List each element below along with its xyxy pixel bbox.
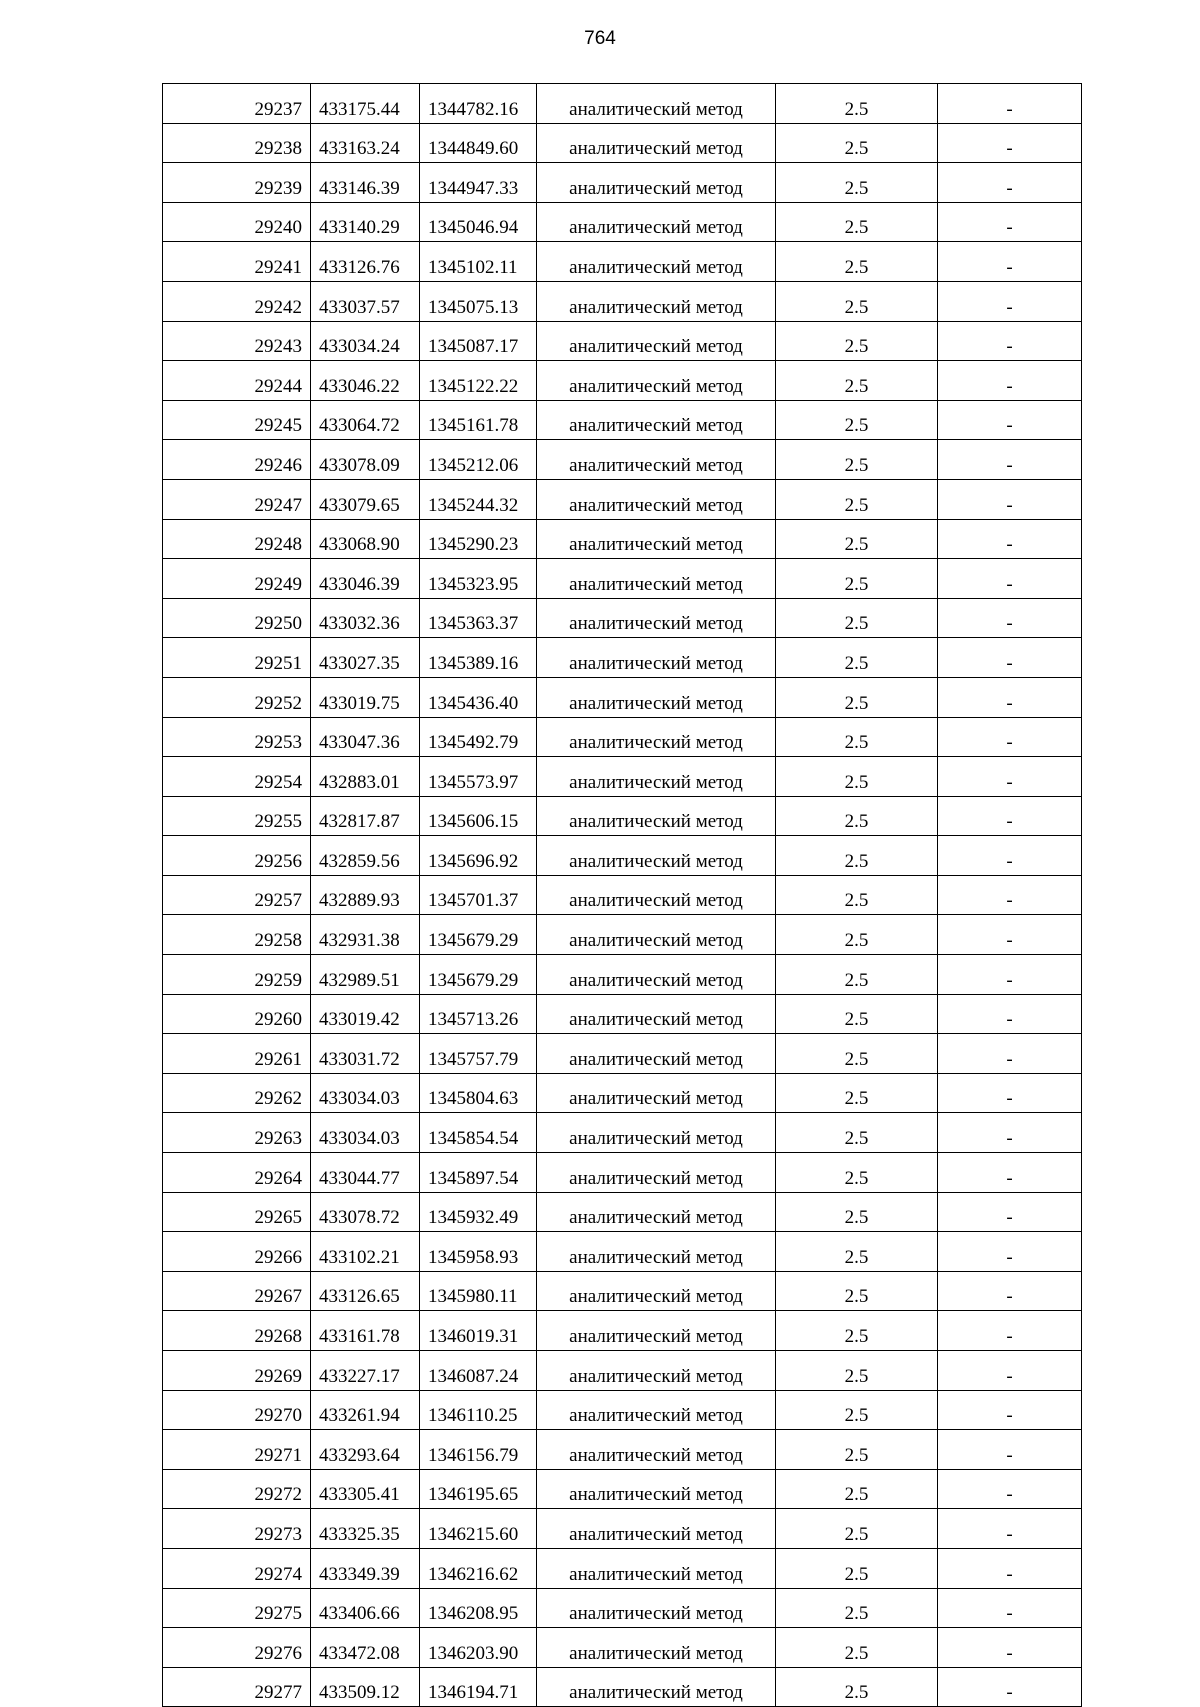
accuracy-cell: 2.5 xyxy=(776,955,938,995)
point-number-cell: 29250 xyxy=(163,598,311,638)
x-coordinate-cell: 433140.29 xyxy=(311,202,420,242)
method-cell: аналитический метод xyxy=(537,796,776,836)
accuracy-cell: 2.5 xyxy=(776,281,938,321)
accuracy-cell: 2.5 xyxy=(776,400,938,440)
point-number-cell: 29267 xyxy=(163,1271,311,1311)
accuracy-cell: 2.5 xyxy=(776,1034,938,1074)
table-row xyxy=(163,361,1082,401)
note-cell: - xyxy=(938,559,1082,599)
method-cell: аналитический метод xyxy=(537,321,776,361)
y-coordinate-cell: 1345075.13 xyxy=(420,281,537,321)
accuracy-cell: 2.5 xyxy=(776,757,938,797)
table-row xyxy=(163,1548,1082,1588)
table-row xyxy=(163,123,1082,163)
y-coordinate-cell: 1346019.31 xyxy=(420,1311,537,1351)
table-row xyxy=(163,1469,1082,1509)
y-coordinate-cell: 1345679.29 xyxy=(420,955,537,995)
y-coordinate-cell: 1345713.26 xyxy=(420,994,537,1034)
note-cell: - xyxy=(938,1588,1082,1628)
note-cell: - xyxy=(938,1548,1082,1588)
table-row xyxy=(163,1073,1082,1113)
accuracy-cell: 2.5 xyxy=(776,915,938,955)
x-coordinate-cell: 433064.72 xyxy=(311,400,420,440)
note-cell: - xyxy=(938,717,1082,757)
accuracy-cell: 2.5 xyxy=(776,717,938,757)
method-cell: аналитический метод xyxy=(537,1390,776,1430)
note-cell: - xyxy=(938,1153,1082,1193)
note-cell: - xyxy=(938,915,1082,955)
note-cell: - xyxy=(938,1667,1082,1707)
note-cell: - xyxy=(938,1628,1082,1668)
point-number-cell: 29271 xyxy=(163,1430,311,1470)
x-coordinate-cell: 433037.57 xyxy=(311,281,420,321)
method-cell: аналитический метод xyxy=(537,123,776,163)
point-number-cell: 29240 xyxy=(163,202,311,242)
method-cell: аналитический метод xyxy=(537,1430,776,1470)
x-coordinate-cell: 433509.12 xyxy=(311,1667,420,1707)
point-number-cell: 29260 xyxy=(163,994,311,1034)
accuracy-cell: 2.5 xyxy=(776,361,938,401)
accuracy-cell: 2.5 xyxy=(776,598,938,638)
note-cell: - xyxy=(938,1351,1082,1391)
point-number-cell: 29251 xyxy=(163,638,311,678)
note-cell: - xyxy=(938,1073,1082,1113)
method-cell: аналитический метод xyxy=(537,836,776,876)
method-cell: аналитический метод xyxy=(537,440,776,480)
y-coordinate-cell: 1345323.95 xyxy=(420,559,537,599)
y-coordinate-cell: 1346156.79 xyxy=(420,1430,537,1470)
x-coordinate-cell: 433349.39 xyxy=(311,1548,420,1588)
note-cell: - xyxy=(938,440,1082,480)
point-number-cell: 29268 xyxy=(163,1311,311,1351)
table-row xyxy=(163,1351,1082,1391)
note-cell: - xyxy=(938,1311,1082,1351)
point-number-cell: 29274 xyxy=(163,1548,311,1588)
table-row xyxy=(163,1430,1082,1470)
method-cell: аналитический метод xyxy=(537,1588,776,1628)
table-row xyxy=(163,1113,1082,1153)
note-cell: - xyxy=(938,123,1082,163)
method-cell: аналитический метод xyxy=(537,1073,776,1113)
y-coordinate-cell: 1345122.22 xyxy=(420,361,537,401)
point-number-cell: 29269 xyxy=(163,1351,311,1391)
method-cell: аналитический метод xyxy=(537,1034,776,1074)
method-cell: аналитический метод xyxy=(537,994,776,1034)
table-row xyxy=(163,163,1082,203)
method-cell: аналитический метод xyxy=(537,84,776,124)
table-row xyxy=(163,598,1082,638)
x-coordinate-cell: 433078.09 xyxy=(311,440,420,480)
point-number-cell: 29264 xyxy=(163,1153,311,1193)
note-cell: - xyxy=(938,400,1082,440)
x-coordinate-cell: 433046.22 xyxy=(311,361,420,401)
accuracy-cell: 2.5 xyxy=(776,1311,938,1351)
y-coordinate-cell: 1344947.33 xyxy=(420,163,537,203)
y-coordinate-cell: 1345573.97 xyxy=(420,757,537,797)
note-cell: - xyxy=(938,638,1082,678)
x-coordinate-cell: 432931.38 xyxy=(311,915,420,955)
table-row xyxy=(163,915,1082,955)
table-row xyxy=(163,677,1082,717)
point-number-cell: 29238 xyxy=(163,123,311,163)
x-coordinate-cell: 432859.56 xyxy=(311,836,420,876)
point-number-cell: 29261 xyxy=(163,1034,311,1074)
x-coordinate-cell: 433325.35 xyxy=(311,1509,420,1549)
accuracy-cell: 2.5 xyxy=(776,559,938,599)
method-cell: аналитический метод xyxy=(537,163,776,203)
x-coordinate-cell: 433126.76 xyxy=(311,242,420,282)
method-cell: аналитический метод xyxy=(537,1113,776,1153)
note-cell: - xyxy=(938,242,1082,282)
table-row xyxy=(163,1588,1082,1628)
method-cell: аналитический метод xyxy=(537,717,776,757)
y-coordinate-cell: 1346087.24 xyxy=(420,1351,537,1391)
y-coordinate-cell: 1345854.54 xyxy=(420,1113,537,1153)
table-row xyxy=(163,519,1082,559)
accuracy-cell: 2.5 xyxy=(776,1073,938,1113)
y-coordinate-cell: 1345102.11 xyxy=(420,242,537,282)
note-cell: - xyxy=(938,1192,1082,1232)
table-row xyxy=(163,638,1082,678)
table-row xyxy=(163,400,1082,440)
point-number-cell: 29247 xyxy=(163,479,311,519)
method-cell: аналитический метод xyxy=(537,242,776,282)
method-cell: аналитический метод xyxy=(537,1469,776,1509)
table-row xyxy=(163,1628,1082,1668)
x-coordinate-cell: 433102.21 xyxy=(311,1232,420,1272)
accuracy-cell: 2.5 xyxy=(776,1509,938,1549)
point-number-cell: 29276 xyxy=(163,1628,311,1668)
y-coordinate-cell: 1345932.49 xyxy=(420,1192,537,1232)
method-cell: аналитический метод xyxy=(537,757,776,797)
note-cell: - xyxy=(938,84,1082,124)
point-number-cell: 29263 xyxy=(163,1113,311,1153)
table-row xyxy=(163,1034,1082,1074)
table-row xyxy=(163,202,1082,242)
point-number-cell: 29265 xyxy=(163,1192,311,1232)
table-row xyxy=(163,281,1082,321)
table-row xyxy=(163,1311,1082,1351)
accuracy-cell: 2.5 xyxy=(776,1430,938,1470)
accuracy-cell: 2.5 xyxy=(776,163,938,203)
y-coordinate-cell: 1345804.63 xyxy=(420,1073,537,1113)
method-cell: аналитический метод xyxy=(537,479,776,519)
note-cell: - xyxy=(938,1390,1082,1430)
y-coordinate-cell: 1346195.65 xyxy=(420,1469,537,1509)
accuracy-cell: 2.5 xyxy=(776,1351,938,1391)
table-row xyxy=(163,242,1082,282)
accuracy-cell: 2.5 xyxy=(776,1153,938,1193)
note-cell: - xyxy=(938,1509,1082,1549)
point-number-cell: 29241 xyxy=(163,242,311,282)
point-number-cell: 29248 xyxy=(163,519,311,559)
point-number-cell: 29243 xyxy=(163,321,311,361)
x-coordinate-cell: 433019.75 xyxy=(311,677,420,717)
table-row xyxy=(163,955,1082,995)
point-number-cell: 29239 xyxy=(163,163,311,203)
accuracy-cell: 2.5 xyxy=(776,202,938,242)
y-coordinate-cell: 1345161.78 xyxy=(420,400,537,440)
note-cell: - xyxy=(938,321,1082,361)
x-coordinate-cell: 433293.64 xyxy=(311,1430,420,1470)
method-cell: аналитический метод xyxy=(537,1192,776,1232)
point-number-cell: 29252 xyxy=(163,677,311,717)
point-number-cell: 29259 xyxy=(163,955,311,995)
x-coordinate-cell: 433227.17 xyxy=(311,1351,420,1391)
accuracy-cell: 2.5 xyxy=(776,1628,938,1668)
x-coordinate-cell: 433046.39 xyxy=(311,559,420,599)
y-coordinate-cell: 1345679.29 xyxy=(420,915,537,955)
point-number-cell: 29257 xyxy=(163,875,311,915)
point-number-cell: 29254 xyxy=(163,757,311,797)
x-coordinate-cell: 433034.03 xyxy=(311,1073,420,1113)
point-number-cell: 29249 xyxy=(163,559,311,599)
accuracy-cell: 2.5 xyxy=(776,123,938,163)
point-number-cell: 29244 xyxy=(163,361,311,401)
note-cell: - xyxy=(938,796,1082,836)
note-cell: - xyxy=(938,598,1082,638)
table-row xyxy=(163,757,1082,797)
method-cell: аналитический метод xyxy=(537,915,776,955)
table-row xyxy=(163,1509,1082,1549)
x-coordinate-cell: 433163.24 xyxy=(311,123,420,163)
x-coordinate-cell: 433068.90 xyxy=(311,519,420,559)
point-number-cell: 29253 xyxy=(163,717,311,757)
x-coordinate-cell: 432883.01 xyxy=(311,757,420,797)
note-cell: - xyxy=(938,519,1082,559)
y-coordinate-cell: 1345757.79 xyxy=(420,1034,537,1074)
accuracy-cell: 2.5 xyxy=(776,321,938,361)
accuracy-cell: 2.5 xyxy=(776,479,938,519)
y-coordinate-cell: 1345980.11 xyxy=(420,1271,537,1311)
note-cell: - xyxy=(938,1469,1082,1509)
note-cell: - xyxy=(938,361,1082,401)
coordinates-table xyxy=(162,83,1082,1707)
point-number-cell: 29270 xyxy=(163,1390,311,1430)
coordinates-table-body xyxy=(163,84,1082,1707)
accuracy-cell: 2.5 xyxy=(776,836,938,876)
point-number-cell: 29237 xyxy=(163,84,311,124)
accuracy-cell: 2.5 xyxy=(776,1113,938,1153)
accuracy-cell: 2.5 xyxy=(776,796,938,836)
method-cell: аналитический метод xyxy=(537,955,776,995)
method-cell: аналитический метод xyxy=(537,1667,776,1707)
accuracy-cell: 2.5 xyxy=(776,1271,938,1311)
note-cell: - xyxy=(938,1034,1082,1074)
x-coordinate-cell: 433472.08 xyxy=(311,1628,420,1668)
accuracy-cell: 2.5 xyxy=(776,242,938,282)
accuracy-cell: 2.5 xyxy=(776,1192,938,1232)
note-cell: - xyxy=(938,479,1082,519)
point-number-cell: 29262 xyxy=(163,1073,311,1113)
method-cell: аналитический метод xyxy=(537,598,776,638)
x-coordinate-cell: 433027.35 xyxy=(311,638,420,678)
note-cell: - xyxy=(938,677,1082,717)
x-coordinate-cell: 433032.36 xyxy=(311,598,420,638)
y-coordinate-cell: 1345389.16 xyxy=(420,638,537,678)
y-coordinate-cell: 1345087.17 xyxy=(420,321,537,361)
method-cell: аналитический метод xyxy=(537,1271,776,1311)
accuracy-cell: 2.5 xyxy=(776,994,938,1034)
note-cell: - xyxy=(938,1430,1082,1470)
table-row xyxy=(163,796,1082,836)
accuracy-cell: 2.5 xyxy=(776,1588,938,1628)
x-coordinate-cell: 433047.36 xyxy=(311,717,420,757)
x-coordinate-cell: 433031.72 xyxy=(311,1034,420,1074)
accuracy-cell: 2.5 xyxy=(776,1548,938,1588)
method-cell: аналитический метод xyxy=(537,677,776,717)
point-number-cell: 29258 xyxy=(163,915,311,955)
method-cell: аналитический метод xyxy=(537,875,776,915)
y-coordinate-cell: 1345606.15 xyxy=(420,796,537,836)
y-coordinate-cell: 1344849.60 xyxy=(420,123,537,163)
y-coordinate-cell: 1346215.60 xyxy=(420,1509,537,1549)
note-cell: - xyxy=(938,1232,1082,1272)
accuracy-cell: 2.5 xyxy=(776,1390,938,1430)
point-number-cell: 29245 xyxy=(163,400,311,440)
table-row xyxy=(163,1192,1082,1232)
accuracy-cell: 2.5 xyxy=(776,1667,938,1707)
point-number-cell: 29255 xyxy=(163,796,311,836)
accuracy-cell: 2.5 xyxy=(776,875,938,915)
y-coordinate-cell: 1345436.40 xyxy=(420,677,537,717)
note-cell: - xyxy=(938,1271,1082,1311)
point-number-cell: 29266 xyxy=(163,1232,311,1272)
point-number-cell: 29256 xyxy=(163,836,311,876)
point-number-cell: 29273 xyxy=(163,1509,311,1549)
accuracy-cell: 2.5 xyxy=(776,84,938,124)
y-coordinate-cell: 1345212.06 xyxy=(420,440,537,480)
note-cell: - xyxy=(938,163,1082,203)
table-row xyxy=(163,84,1082,124)
table-row xyxy=(163,1390,1082,1430)
x-coordinate-cell: 433175.44 xyxy=(311,84,420,124)
method-cell: аналитический метод xyxy=(537,519,776,559)
y-coordinate-cell: 1345958.93 xyxy=(420,1232,537,1272)
accuracy-cell: 2.5 xyxy=(776,519,938,559)
table-row xyxy=(163,559,1082,599)
y-coordinate-cell: 1344782.16 xyxy=(420,84,537,124)
y-coordinate-cell: 1346208.95 xyxy=(420,1588,537,1628)
y-coordinate-cell: 1345244.32 xyxy=(420,479,537,519)
x-coordinate-cell: 433126.65 xyxy=(311,1271,420,1311)
table-row xyxy=(163,1232,1082,1272)
note-cell: - xyxy=(938,836,1082,876)
note-cell: - xyxy=(938,875,1082,915)
table-row xyxy=(163,479,1082,519)
point-number-cell: 29272 xyxy=(163,1469,311,1509)
x-coordinate-cell: 432889.93 xyxy=(311,875,420,915)
table-row xyxy=(163,321,1082,361)
method-cell: аналитический метод xyxy=(537,400,776,440)
y-coordinate-cell: 1345492.79 xyxy=(420,717,537,757)
y-coordinate-cell: 1345046.94 xyxy=(420,202,537,242)
y-coordinate-cell: 1345701.37 xyxy=(420,875,537,915)
method-cell: аналитический метод xyxy=(537,1232,776,1272)
page-number: 764 xyxy=(584,28,616,49)
accuracy-cell: 2.5 xyxy=(776,677,938,717)
point-number-cell: 29275 xyxy=(163,1588,311,1628)
y-coordinate-cell: 1346203.90 xyxy=(420,1628,537,1668)
x-coordinate-cell: 432817.87 xyxy=(311,796,420,836)
method-cell: аналитический метод xyxy=(537,1153,776,1193)
note-cell: - xyxy=(938,994,1082,1034)
y-coordinate-cell: 1346110.25 xyxy=(420,1390,537,1430)
x-coordinate-cell: 432989.51 xyxy=(311,955,420,995)
y-coordinate-cell: 1345696.92 xyxy=(420,836,537,876)
accuracy-cell: 2.5 xyxy=(776,1232,938,1272)
point-number-cell: 29242 xyxy=(163,281,311,321)
table-row xyxy=(163,836,1082,876)
y-coordinate-cell: 1346216.62 xyxy=(420,1548,537,1588)
y-coordinate-cell: 1345897.54 xyxy=(420,1153,537,1193)
note-cell: - xyxy=(938,955,1082,995)
x-coordinate-cell: 433305.41 xyxy=(311,1469,420,1509)
method-cell: аналитический метод xyxy=(537,202,776,242)
table-row xyxy=(163,440,1082,480)
table-row xyxy=(163,875,1082,915)
x-coordinate-cell: 433146.39 xyxy=(311,163,420,203)
accuracy-cell: 2.5 xyxy=(776,1469,938,1509)
y-coordinate-cell: 1345290.23 xyxy=(420,519,537,559)
method-cell: аналитический метод xyxy=(537,1628,776,1668)
note-cell: - xyxy=(938,202,1082,242)
x-coordinate-cell: 433034.24 xyxy=(311,321,420,361)
point-number-cell: 29246 xyxy=(163,440,311,480)
x-coordinate-cell: 433161.78 xyxy=(311,1311,420,1351)
note-cell: - xyxy=(938,281,1082,321)
table-row xyxy=(163,1271,1082,1311)
x-coordinate-cell: 433261.94 xyxy=(311,1390,420,1430)
method-cell: аналитический метод xyxy=(537,361,776,401)
method-cell: аналитический метод xyxy=(537,1548,776,1588)
y-coordinate-cell: 1345363.37 xyxy=(420,598,537,638)
table-row xyxy=(163,994,1082,1034)
accuracy-cell: 2.5 xyxy=(776,638,938,678)
x-coordinate-cell: 433034.03 xyxy=(311,1113,420,1153)
note-cell: - xyxy=(938,757,1082,797)
y-coordinate-cell: 1346194.71 xyxy=(420,1667,537,1707)
method-cell: аналитический метод xyxy=(537,281,776,321)
x-coordinate-cell: 433079.65 xyxy=(311,479,420,519)
x-coordinate-cell: 433019.42 xyxy=(311,994,420,1034)
table-row xyxy=(163,1153,1082,1193)
table-row xyxy=(163,717,1082,757)
point-number-cell: 29277 xyxy=(163,1667,311,1707)
accuracy-cell: 2.5 xyxy=(776,440,938,480)
method-cell: аналитический метод xyxy=(537,559,776,599)
method-cell: аналитический метод xyxy=(537,1509,776,1549)
x-coordinate-cell: 433078.72 xyxy=(311,1192,420,1232)
note-cell: - xyxy=(938,1113,1082,1153)
method-cell: аналитический метод xyxy=(537,1351,776,1391)
x-coordinate-cell: 433406.66 xyxy=(311,1588,420,1628)
method-cell: аналитический метод xyxy=(537,638,776,678)
x-coordinate-cell: 433044.77 xyxy=(311,1153,420,1193)
method-cell: аналитический метод xyxy=(537,1311,776,1351)
table-row xyxy=(163,1667,1082,1707)
